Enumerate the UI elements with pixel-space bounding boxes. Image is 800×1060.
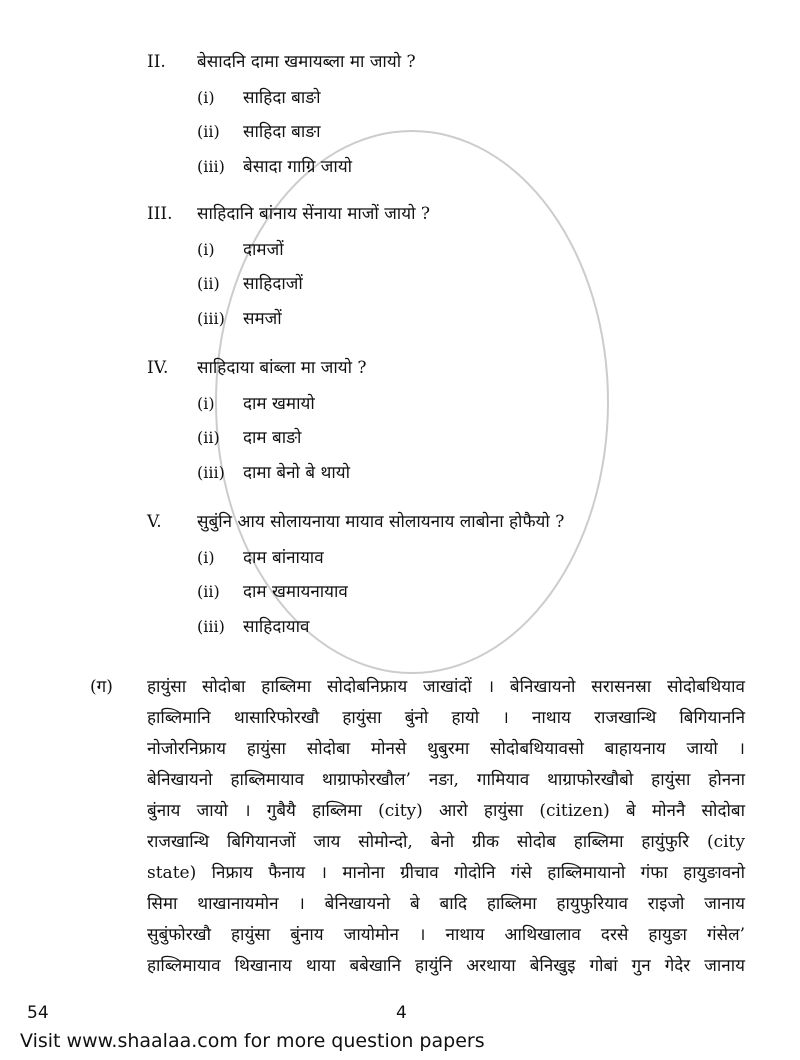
option-label: (i) (197, 88, 215, 107)
option-label: (i) (197, 394, 215, 413)
question-text: सुबुंनि आय सोलायनाया मायाव सोलायनाय लाबोना होफैयो ? (197, 512, 565, 532)
option-label: (iii) (197, 157, 225, 176)
option-text: साहिदायाव (243, 617, 310, 637)
option-text: दाम खमायनायाव (243, 582, 348, 602)
option-label: (i) (197, 240, 215, 259)
question-text: बेसादनि दामा खमायब्ला मा जायो ? (197, 52, 416, 72)
passage-line: बेनिखायनो हाब्लिमायाव थाग्राफोरखौल’ नङा, गामियाव थाग्राफोरखौबो हायुंसा होनना (147, 770, 745, 790)
option-label: (iii) (197, 309, 225, 328)
passage-label: (ग) (90, 677, 113, 697)
option-text: दामजों (243, 240, 284, 260)
question-number: II. (147, 52, 166, 72)
option-text: दाम बाङो (243, 428, 302, 448)
page-number: 4 (396, 1003, 407, 1023)
passage-line: state) निफ्राय फैनाय । मानोना ग्रीचाव गोदोनि गंसे हाब्लिमायानो गंफा हायुङावनो (147, 863, 745, 883)
passage-line: सुबुंफोरखौ हायुंसा बुंनाय जायोमोन । नाथाय आथिखालाव दरसे हायुङा गंसेल’ (147, 925, 745, 945)
option-text: दाम बांनायाव (243, 548, 324, 568)
option-text: समजों (243, 309, 282, 329)
question-text: साहिदानि बांनाय सेंनाया माजों जायो ? (197, 204, 430, 224)
option-label: (iii) (197, 463, 225, 482)
option-text: साहिदाजों (243, 274, 303, 294)
option-label: (ii) (197, 428, 220, 447)
question-number: V. (147, 512, 162, 532)
page-code: 54 (27, 1003, 49, 1023)
passage-line: बुंनाय जायो । गुबैयै हाब्लिमा (city) आरो हायुंसा (citizen) बे मोननै सोदोबा (147, 801, 745, 821)
option-text: साहिदा बाङो (243, 88, 321, 108)
option-text: साहिदा बाङा (243, 122, 321, 142)
question-number: III. (147, 204, 173, 224)
option-label: (iii) (197, 617, 225, 636)
passage-line: हाब्लिमानि थासारिफोरखौ हायुंसा बुंनो हायो । नाथाय राजखान्थि बिगियाननि (147, 708, 745, 728)
option-text: दाम खमायो (243, 394, 315, 414)
option-label: (ii) (197, 274, 220, 293)
passage-line: नोजोरनिफ्राय हायुंसा सोदोबा मोनसे थुबुरमा सोदोबथियावसो बाहायनाय जायो । (147, 739, 745, 759)
passage-line: हाब्लिमायाव थिखानाय थाया बबेखानि हायुंनि अरथाया बेनिखुइ गोबां गुन गेदेर जानाय (147, 956, 745, 976)
option-text: बेसादा गाग्रि जायो (243, 157, 353, 177)
passage-line: सिमा थाखानायमोन । बेनिखायनो बे बादि हाब्लिमा हायुफुरियाव राइजो जानाय (147, 894, 745, 914)
footer-link[interactable]: Visit www.shaalaa.com for more question papers (20, 1030, 485, 1052)
option-text: दामा बेनो बे थायो (243, 463, 350, 483)
question-number: IV. (147, 358, 169, 378)
question-text: साहिदाया बांब्ला मा जायो ? (197, 358, 367, 378)
passage-line: हायुंसा सोदोबा हाब्लिमा सोदोबनिफ्राय जाखांदों । बेनिखायनो सरासनस्रा सोदोबथियाव (147, 677, 745, 697)
option-label: (ii) (197, 582, 220, 601)
option-label: (ii) (197, 122, 220, 141)
passage-line: राजखान्थि बिगियानजों जाय सोमोन्दो, बेनो ग्रीक सोदोब हाब्लिमा हायुंफुरि (city (147, 832, 745, 852)
option-label: (i) (197, 548, 215, 567)
